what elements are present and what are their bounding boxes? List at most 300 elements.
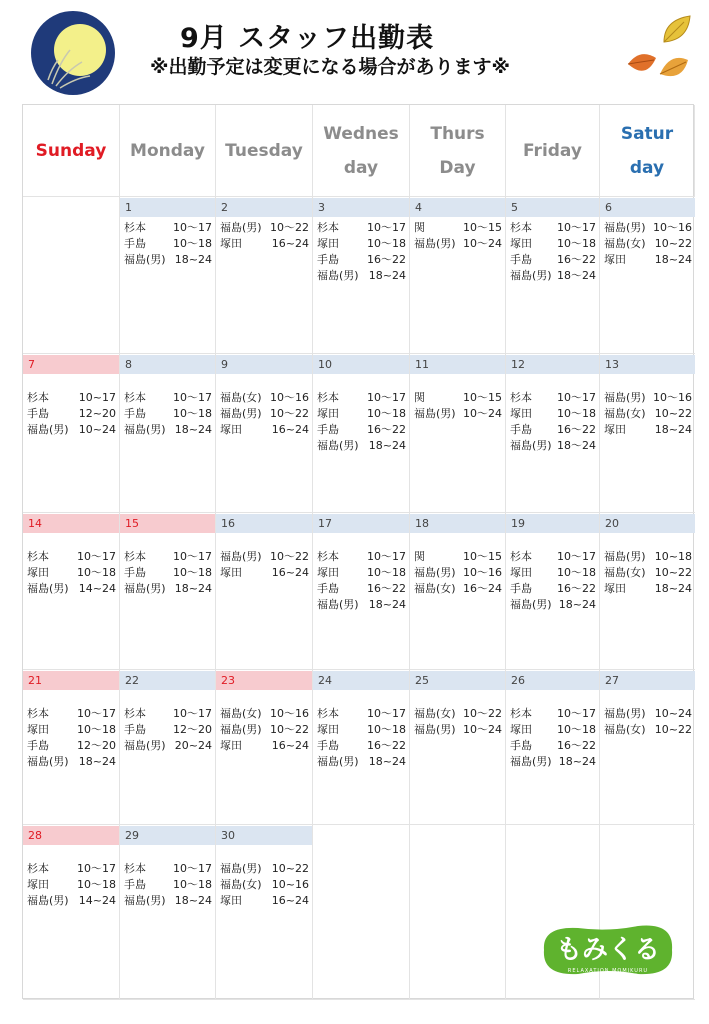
shift-time: 10～24: [463, 237, 502, 250]
weekday-header-monday: Monday: [120, 105, 216, 197]
shift-time: 10～17: [367, 550, 406, 563]
shift-list: [410, 533, 505, 597]
shift-row: [510, 581, 596, 597]
shift-list: [216, 845, 312, 909]
shift-time: 18~24: [654, 582, 692, 595]
staff-name: 福島(男): [124, 582, 166, 595]
shift-time: 14~24: [78, 894, 116, 907]
shift-list: [23, 690, 119, 770]
shift-row: [124, 877, 212, 893]
staff-name: 福島(男): [220, 221, 262, 234]
shift-time: 10～17: [367, 391, 406, 404]
staff-name: 福島(男): [124, 253, 166, 266]
shift-row: [414, 549, 502, 565]
shift-row: [317, 390, 406, 406]
day-cell-3: [313, 197, 410, 354]
shift-list: [410, 217, 505, 252]
shift-list: [313, 533, 409, 613]
staff-name: 福島(女): [604, 723, 646, 736]
shift-time: 18~24: [174, 894, 212, 907]
shift-row: [27, 754, 116, 770]
staff-name: 福島(女): [414, 582, 456, 595]
staff-name: 福島(女): [604, 407, 646, 420]
shift-list: [313, 690, 409, 770]
shift-row: [510, 754, 596, 770]
day-cell-10: [313, 354, 410, 513]
day-cell-27: [600, 670, 695, 825]
shift-time: 10~18: [654, 550, 692, 563]
day-number: 18: [410, 514, 505, 533]
staff-name: 福島(男): [510, 598, 552, 611]
shift-time: 18~24: [368, 755, 406, 768]
shift-row: [220, 861, 309, 877]
shift-row: [27, 549, 116, 565]
day-cell-11: [410, 354, 506, 513]
shift-time: 16~24: [271, 566, 309, 579]
shift-list: [410, 374, 505, 422]
shift-time: 18~24: [174, 423, 212, 436]
staff-name: 塚田: [317, 566, 339, 579]
day-number: 6: [600, 198, 695, 217]
staff-name: 杉本: [510, 391, 532, 404]
day-cell-20: [600, 513, 695, 670]
weekday-header-wednesday: Wednes day: [313, 105, 410, 197]
shift-time: 10～18: [367, 566, 406, 579]
shift-time: 10～18: [557, 407, 596, 420]
shift-row: [27, 877, 116, 893]
staff-name: 塚田: [220, 566, 242, 579]
shift-time: 10～17: [557, 550, 596, 563]
shift-time: 10～22: [270, 550, 309, 563]
staff-name: 手島: [317, 253, 339, 266]
staff-name: 塚田: [27, 723, 49, 736]
day-number: 2: [216, 198, 312, 217]
shift-row: [510, 722, 596, 738]
shift-row: [220, 706, 309, 722]
shift-row: [220, 220, 309, 236]
shift-time: 10～16: [270, 707, 309, 720]
shift-list: [216, 217, 312, 252]
day-cell-24: [313, 670, 410, 825]
shift-row: [27, 565, 116, 581]
shift-row: [220, 738, 309, 754]
day-number: 16: [216, 514, 312, 533]
shift-time: 16~24: [271, 739, 309, 752]
day-number: 13: [600, 355, 695, 374]
shift-time: 10～16: [653, 391, 692, 404]
shift-row: [317, 738, 406, 754]
day-number: 24: [313, 671, 409, 690]
shift-time: 10～17: [77, 550, 116, 563]
staff-name: 福島(男): [414, 407, 456, 420]
shift-row: [27, 406, 116, 422]
shift-list: [313, 374, 409, 454]
staff-name: 手島: [124, 407, 146, 420]
shift-row: [317, 438, 406, 454]
day-cell-5: [506, 197, 600, 354]
shift-row: [510, 390, 596, 406]
staff-name: 塚田: [317, 407, 339, 420]
shift-time: 16～22: [557, 253, 596, 266]
day-cell-29: [120, 825, 216, 1000]
day-cell-19: [506, 513, 600, 670]
day-number: 8: [120, 355, 215, 374]
staff-name: 杉本: [27, 391, 49, 404]
staff-name: 関: [414, 221, 425, 234]
shift-row: [27, 390, 116, 406]
shift-time: 12～20: [77, 739, 116, 752]
shift-row: [414, 406, 502, 422]
staff-name: 塚田: [510, 407, 532, 420]
day-number: 14: [23, 514, 119, 533]
moon-icon: [30, 10, 116, 96]
staff-name: 手島: [27, 407, 49, 420]
shift-time: 10~24: [654, 707, 692, 720]
shift-row: [124, 406, 212, 422]
shift-list: [506, 374, 599, 454]
staff-name: 福島(男): [124, 423, 166, 436]
shift-row: [510, 549, 596, 565]
day-number: 20: [600, 514, 695, 533]
shift-row: [510, 738, 596, 754]
staff-name: 福島(女): [220, 878, 262, 891]
shift-list: [120, 533, 215, 597]
weekday-header-thursday: Thurs Day: [410, 105, 506, 197]
staff-name: 杉本: [124, 391, 146, 404]
shift-row: [604, 390, 692, 406]
day-cell-30: [216, 825, 313, 1000]
shift-row: [510, 597, 596, 613]
shift-time: 10~24: [78, 423, 116, 436]
staff-name: 杉本: [27, 550, 49, 563]
shift-time: 10～15: [463, 221, 502, 234]
shift-row: [317, 565, 406, 581]
shift-row: [220, 236, 309, 252]
staff-name: 手島: [124, 723, 146, 736]
shift-time: 10～18: [367, 237, 406, 250]
schedule-calendar: [22, 104, 694, 999]
shift-list: [23, 374, 119, 438]
staff-name: 手島: [124, 566, 146, 579]
shift-row: [317, 406, 406, 422]
shift-row: [27, 738, 116, 754]
shift-row: [220, 549, 309, 565]
staff-name: 塚田: [220, 894, 242, 907]
staff-name: 福島(男): [27, 755, 69, 768]
shift-time: 16～22: [367, 423, 406, 436]
shift-time: 10～17: [557, 221, 596, 234]
shift-time: 18~24: [174, 582, 212, 595]
shift-row: [510, 220, 596, 236]
staff-name: 福島(男): [604, 707, 646, 720]
day-number: 28: [23, 826, 119, 845]
shift-time: 10～18: [77, 566, 116, 579]
momikuru-logo: [538, 920, 678, 980]
day-number: 9: [216, 355, 312, 374]
staff-name: 福島(女): [604, 566, 646, 579]
shift-time: 10～24: [463, 723, 502, 736]
day-cell-17: [313, 513, 410, 670]
shift-row: [510, 706, 596, 722]
shift-row: [317, 268, 406, 284]
staff-name: 手島: [510, 423, 532, 436]
shift-list: [216, 533, 312, 581]
shift-time: 16～22: [557, 739, 596, 752]
shift-row: [124, 861, 212, 877]
shift-row: [317, 422, 406, 438]
shift-time: 10～18: [77, 878, 116, 891]
staff-name: 塚田: [317, 723, 339, 736]
staff-name: 杉本: [317, 391, 339, 404]
staff-name: 塚田: [510, 723, 532, 736]
shift-time: 10～15: [463, 391, 502, 404]
staff-name: 塚田: [604, 582, 626, 595]
staff-name: 杉本: [27, 707, 49, 720]
shift-time: 10～17: [173, 550, 212, 563]
shift-row: [124, 738, 212, 754]
shift-time: 10～17: [77, 707, 116, 720]
shift-row: [510, 252, 596, 268]
staff-name: 塚田: [604, 423, 626, 436]
shift-time: 18~24: [368, 269, 406, 282]
staff-name: 塚田: [220, 739, 242, 752]
staff-name: 福島(男): [317, 439, 359, 452]
shift-time: 18~24: [654, 253, 692, 266]
shift-row: [124, 549, 212, 565]
staff-name: 福島(男): [604, 391, 646, 404]
staff-name: 手島: [510, 582, 532, 595]
shift-time: 10～16: [463, 566, 502, 579]
shift-time: 10～18: [367, 407, 406, 420]
staff-name: 福島(男): [317, 755, 359, 768]
staff-name: 福島(女): [604, 237, 646, 250]
shift-time: 10～17: [557, 391, 596, 404]
day-cell-28: [23, 825, 120, 1000]
shift-time: 14~24: [78, 582, 116, 595]
shift-time: 10～18: [557, 237, 596, 250]
shift-row: [414, 236, 502, 252]
day-cell-4: [410, 197, 506, 354]
day-number: 3: [313, 198, 409, 217]
shift-row: [604, 220, 692, 236]
shift-time: 16~24: [271, 423, 309, 436]
staff-name: 福島(男): [220, 723, 262, 736]
shift-list: [410, 690, 505, 738]
shift-row: [414, 722, 502, 738]
logo-tagline: RELAXATION MOMIKURU: [567, 968, 649, 974]
shift-row: [124, 581, 212, 597]
staff-name: 塚田: [604, 253, 626, 266]
shift-row: [510, 422, 596, 438]
day-number: 19: [506, 514, 599, 533]
day-cell-25: [410, 670, 506, 825]
weekday-header-tuesday: Tuesday: [216, 105, 313, 197]
shift-time: 16～24: [463, 582, 502, 595]
staff-name: 関: [414, 550, 425, 563]
shift-time: 16～22: [557, 423, 596, 436]
staff-name: 手島: [124, 237, 146, 250]
day-cell-13: [600, 354, 695, 513]
shift-time: 10~22: [654, 237, 692, 250]
staff-name: 手島: [27, 739, 49, 752]
day-number: 4: [410, 198, 505, 217]
day-number: 15: [120, 514, 215, 533]
staff-name: 杉本: [510, 707, 532, 720]
staff-name: 福島(男): [27, 894, 69, 907]
shift-row: [317, 722, 406, 738]
shift-time: 18～24: [557, 269, 596, 282]
shift-row: [604, 406, 692, 422]
staff-name: 杉本: [124, 221, 146, 234]
day-cell-18: [410, 513, 506, 670]
staff-name: 塚田: [510, 566, 532, 579]
day-cell-26: [506, 670, 600, 825]
shift-row: [124, 252, 212, 268]
shift-time: 10～22: [270, 407, 309, 420]
shift-row: [604, 236, 692, 252]
staff-name: 杉本: [510, 550, 532, 563]
shift-time: 10~17: [78, 391, 116, 404]
shift-list: [600, 690, 695, 738]
day-number: 21: [23, 671, 119, 690]
shift-row: [317, 597, 406, 613]
shift-list: [120, 690, 215, 754]
shift-row: [510, 236, 596, 252]
shift-row: [414, 565, 502, 581]
shift-list: [600, 217, 695, 268]
shift-time: 10～18: [173, 878, 212, 891]
shift-row: [124, 422, 212, 438]
day-cell-empty: [313, 825, 410, 1000]
staff-name: 福島(男): [27, 423, 69, 436]
shift-row: [317, 220, 406, 236]
staff-name: 手島: [317, 739, 339, 752]
day-number: 1: [120, 198, 215, 217]
autumn-leaf-icon: [660, 12, 694, 46]
shift-row: [124, 722, 212, 738]
shift-row: [27, 893, 116, 909]
staff-name: 福島(男): [604, 221, 646, 234]
shift-time: 10～22: [270, 723, 309, 736]
day-cell-16: [216, 513, 313, 670]
shift-time: 16～22: [557, 582, 596, 595]
staff-name: 手島: [317, 423, 339, 436]
staff-name: 手島: [510, 253, 532, 266]
day-cell-12: [506, 354, 600, 513]
shift-row: [604, 565, 692, 581]
day-number: 29: [120, 826, 215, 845]
shift-row: [220, 406, 309, 422]
shift-row: [220, 422, 309, 438]
day-cell-9: [216, 354, 313, 513]
shift-row: [317, 236, 406, 252]
shift-time: 10～24: [463, 407, 502, 420]
shift-row: [317, 706, 406, 722]
shift-time: 10～18: [557, 723, 596, 736]
staff-name: 塚田: [317, 237, 339, 250]
day-cell-7: [23, 354, 120, 513]
shift-time: 10～17: [367, 221, 406, 234]
shift-time: 18~24: [78, 755, 116, 768]
shift-row: [414, 390, 502, 406]
staff-name: 塚田: [220, 423, 242, 436]
day-number: 5: [506, 198, 599, 217]
staff-name: 杉本: [124, 550, 146, 563]
staff-name: 福島(女): [220, 391, 262, 404]
shift-row: [124, 893, 212, 909]
day-number: 11: [410, 355, 505, 374]
day-cell-23: [216, 670, 313, 825]
shift-row: [124, 236, 212, 252]
weekday-header-friday: Friday: [506, 105, 600, 197]
shift-time: 16~24: [271, 237, 309, 250]
page-subtitle: ※出勤予定は変更になる場合があります※: [150, 56, 510, 78]
page-title: 9月 スタッフ出勤表: [180, 23, 435, 54]
shift-row: [604, 706, 692, 722]
staff-name: 福島(男): [124, 894, 166, 907]
shift-time: 10~22: [654, 566, 692, 579]
day-number: 12: [506, 355, 599, 374]
staff-name: 杉本: [317, 707, 339, 720]
shift-row: [604, 549, 692, 565]
shift-time: 16~24: [271, 894, 309, 907]
shift-time: 10～16: [653, 221, 692, 234]
shift-row: [220, 390, 309, 406]
staff-name: 福島(男): [317, 598, 359, 611]
shift-time: 18~24: [174, 253, 212, 266]
shift-list: [600, 374, 695, 438]
shift-list: [600, 533, 695, 597]
shift-time: 10～17: [173, 707, 212, 720]
shift-list: [313, 217, 409, 284]
staff-name: 福島(男): [604, 550, 646, 563]
staff-name: 塚田: [27, 566, 49, 579]
shift-time: 10~22: [654, 407, 692, 420]
day-number: 23: [216, 671, 312, 690]
shift-row: [510, 565, 596, 581]
shift-row: [317, 549, 406, 565]
day-cell-empty: [23, 197, 120, 354]
staff-name: 福島(男): [414, 237, 456, 250]
shift-row: [510, 268, 596, 284]
shift-time: 12～20: [173, 723, 212, 736]
staff-name: 杉本: [317, 550, 339, 563]
shift-time: 10～18: [173, 407, 212, 420]
shift-time: 10～17: [367, 707, 406, 720]
shift-time: 18~24: [558, 598, 596, 611]
shift-time: 12~20: [78, 407, 116, 420]
day-cell-21: [23, 670, 120, 825]
shift-time: 10～18: [367, 723, 406, 736]
day-cell-14: [23, 513, 120, 670]
shift-row: [510, 406, 596, 422]
staff-name: 福島(男): [510, 439, 552, 452]
staff-name: 関: [414, 391, 425, 404]
shift-row: [124, 706, 212, 722]
shift-row: [604, 252, 692, 268]
day-cell-2: [216, 197, 313, 354]
shift-row: [27, 861, 116, 877]
shift-time: 18~24: [368, 598, 406, 611]
shift-list: [506, 533, 599, 613]
shift-time: 10～17: [557, 707, 596, 720]
shift-list: [23, 845, 119, 909]
shift-row: [220, 877, 309, 893]
shift-time: 10～18: [77, 723, 116, 736]
shift-time: 10～17: [173, 862, 212, 875]
shift-row: [27, 422, 116, 438]
shift-time: 10~16: [271, 878, 309, 891]
